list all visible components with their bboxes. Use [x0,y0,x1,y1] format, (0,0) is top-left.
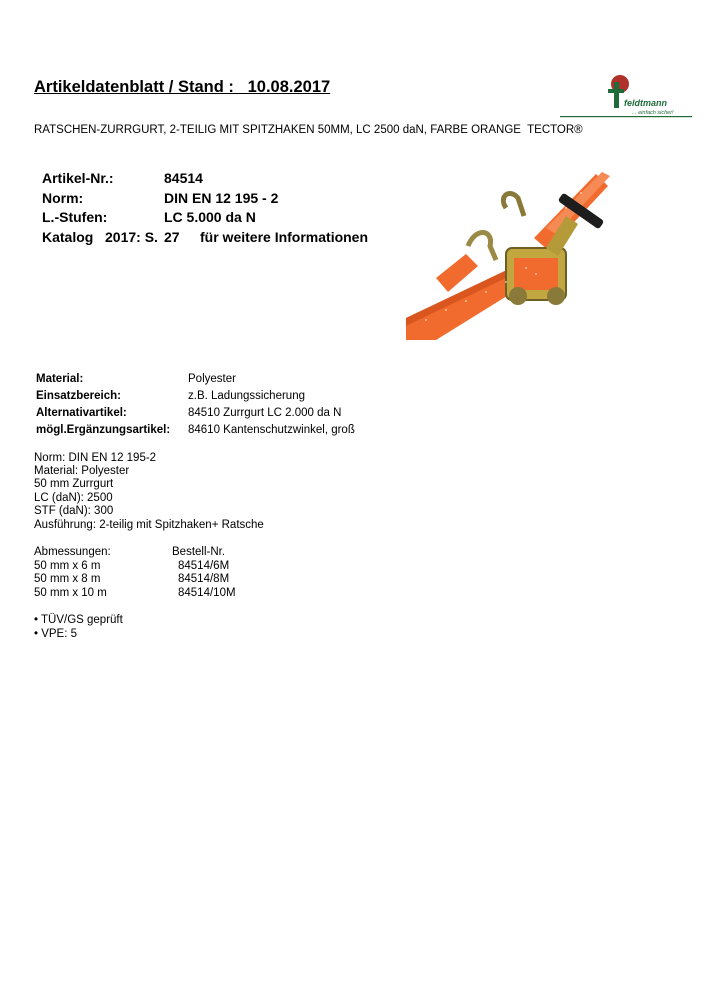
order-number: 84514/10M [178,587,236,599]
description-line: Material: Polyester [34,465,130,477]
artikel-label: Artikel-Nr.: [42,170,114,186]
bullet-item: • TÜV/GS geprüft [34,614,123,626]
order-number-header: Bestell-Nr. [172,546,226,558]
order-number: 84514/8M [178,573,230,585]
detail-value-material: Polyester [188,373,236,385]
dimension-size: 50 mm x 6 m [34,560,101,572]
description-line: Ausführung: 2-teilig mit Spitzhaken+ Ratsche [34,519,264,531]
katalog-info: für weitere Informationen [200,229,369,245]
detail-label-ergaenzungsartikel: mögl.Ergänzungsartikel: [36,424,171,436]
ratchet-strap-image [406,168,628,340]
norm-value: DIN EN 12 195 - 2 [164,190,279,206]
feldtmann-logo [560,72,692,122]
stufen-label: L.-Stufen: [42,209,108,225]
description-line: LC (daN): 2500 [34,492,113,504]
detail-label-material: Material: [36,373,84,385]
description-line: STF (daN): 300 [34,505,114,517]
dimension-size: 50 mm x 10 m [34,587,107,599]
detail-label-einsatzbereich: Einsatzbereich: [36,390,121,402]
dimension-size: 50 mm x 8 m [34,573,101,585]
page-title: Artikeldatenblatt / Stand : 10.08.2017 [34,78,331,96]
detail-value-einsatzbereich: z.B. Ladungssicherung [188,390,305,402]
detail-value-alternativartikel: 84510 Zurrgurt LC 2.000 da N [188,407,342,419]
detail-label-alternativartikel: Alternativartikel: [36,407,127,419]
stufen-value: LC 5.000 da N [164,209,256,225]
bullet-item: • VPE: 5 [34,628,78,640]
detail-value-ergaenzungsartikel: 84610 Kantenschutzwinkel, groß [188,424,355,436]
norm-label: Norm: [42,190,84,206]
artikel-value: 84514 [164,170,203,186]
order-number: 84514/6M [178,560,230,572]
svg-text:feldtmann: feldtmann [624,98,668,108]
katalog-label: Katalog 2017: S. [42,229,158,245]
dimensions-header: Abmessungen: [34,546,111,558]
description-line: Norm: DIN EN 12 195-2 [34,452,157,464]
product-subtitle: RATSCHEN-ZURRGURT, 2-TEILIG MIT SPITZHAKEN 50MM, LC 2500 daN, FARBE ORANGE TECTOR® [34,124,583,136]
description-line: 50 mm Zurrgurt [34,478,114,490]
svg-text:... einfach sicher!: ... einfach sicher! [632,110,674,116]
katalog-page: 27 [164,229,180,245]
